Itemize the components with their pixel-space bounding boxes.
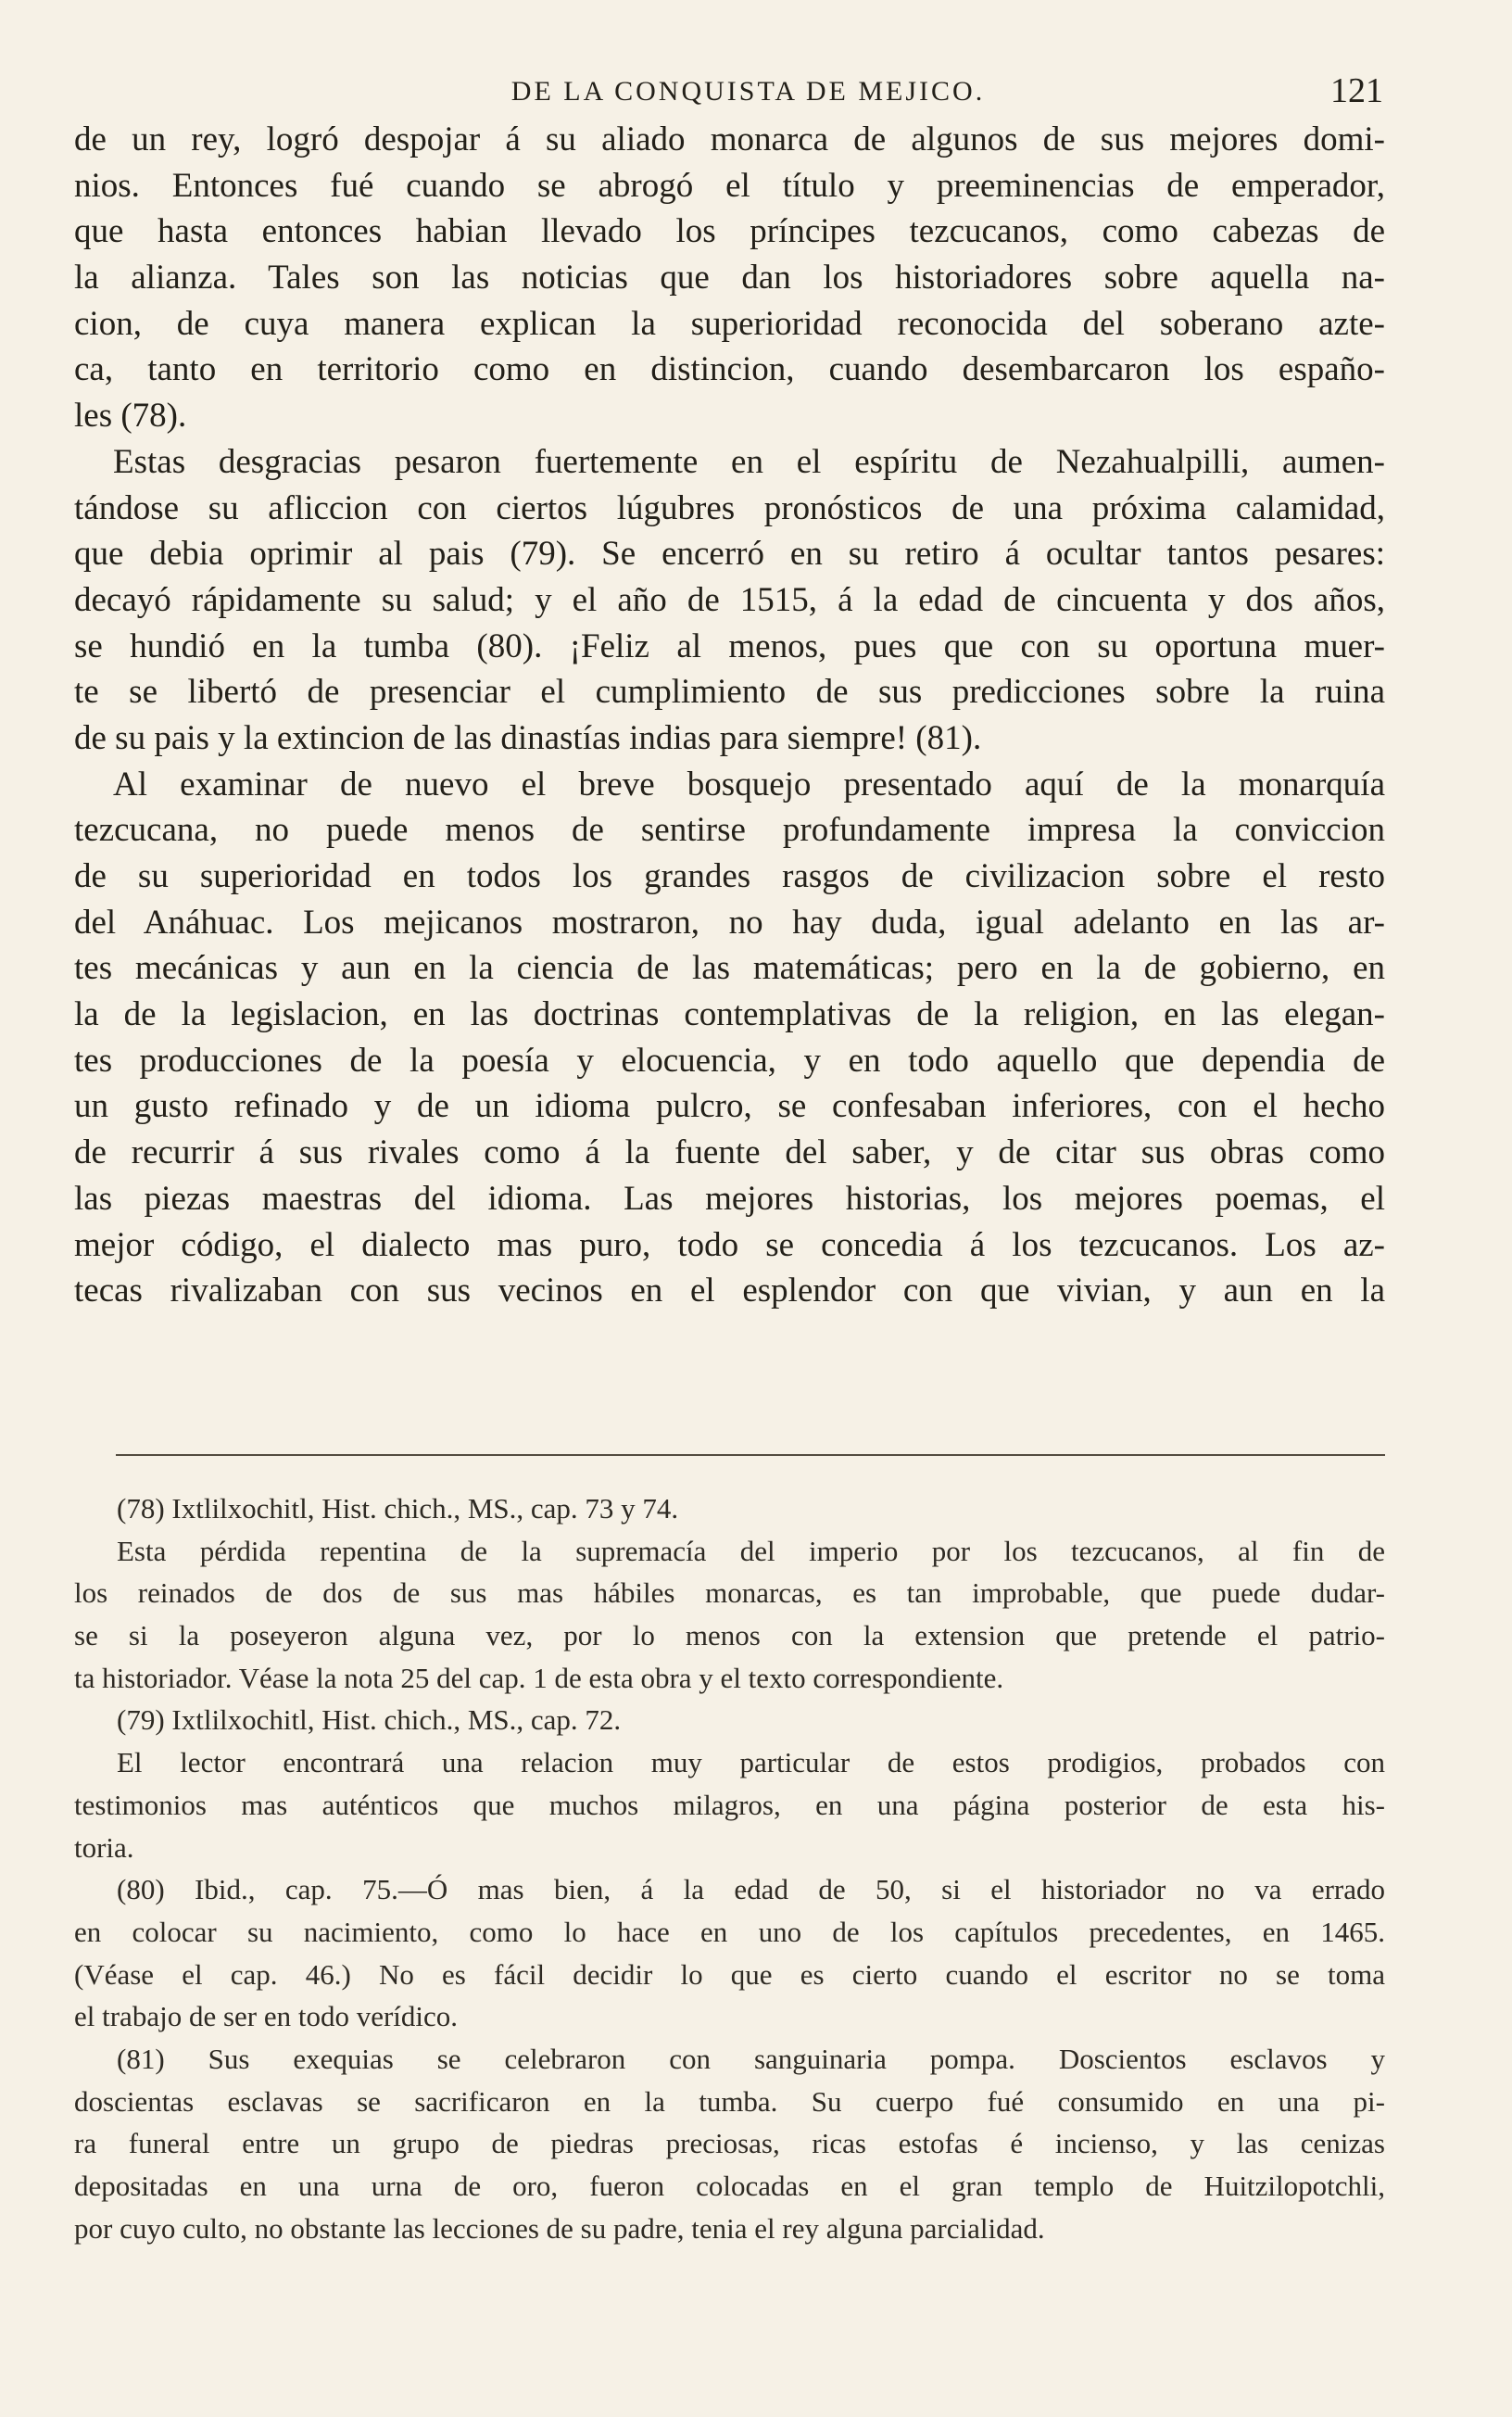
text-line: las piezas maestras del idioma. Las mejores historias, los mejores poemas, el bbox=[74, 1179, 1385, 1218]
footnote-line: ta historiador. Véase la nota 25 del cap. 1 de esta obra y el texto correspondiente. bbox=[74, 1661, 1004, 1694]
footnotes bbox=[74, 1487, 1385, 2249]
footnote-line: Esta pérdida repentina de la supremacía del imperio por los tezcucanos, al fin de bbox=[117, 1534, 1385, 1567]
main-text bbox=[74, 117, 1385, 1314]
text-line: Estas desgracias pesaron fuertemente en el espíritu de Nezahualpilli, aumen- bbox=[113, 442, 1385, 481]
footnote-line: depositadas en una urna de oro, fueron colocadas en el gran templo de Huitzilopotchli, bbox=[74, 2170, 1385, 2202]
text-line: Al examinar de nuevo el breve bosquejo presentado aquí de la monarquía bbox=[113, 765, 1385, 804]
footnote-line: el trabajo de ser en todo verídico. bbox=[74, 2000, 459, 2033]
text-line: cion, de cuya manera explican la superioridad reconocida del soberano azte- bbox=[74, 304, 1385, 343]
text-line: que debia oprimir al pais (79). Se encerró en su retiro á ocultar tantos pesares: bbox=[74, 535, 1385, 574]
footnote-line: (79) Ixtlilxochitl, Hist. chich., MS., cap. 72. bbox=[117, 1703, 622, 1737]
text-line: mejor código, el dialecto mas puro, todo se concedia á los tezcucanos. Los az- bbox=[74, 1225, 1385, 1264]
text-line: les (78). bbox=[74, 397, 187, 436]
text-line: ca, tanto en territorio como en distincion, cuando desembarcaron los españo- bbox=[74, 350, 1385, 389]
page-number: 121 bbox=[1330, 71, 1383, 110]
text-line: de un rey, logró despojar á su aliado monarca de algunos de sus mejores domi- bbox=[74, 120, 1385, 158]
text-line: la alianza. Tales son las noticias que dan los historiadores sobre aquella na- bbox=[74, 259, 1385, 297]
footnote-line: los reinados de dos de sus mas hábiles monarcas, es tan improbable, que puede dudar- bbox=[74, 1576, 1385, 1610]
page-header bbox=[102, 71, 1394, 122]
text-line: de recurrir á sus rivales como á la fuente del saber, y de citar sus obras como bbox=[74, 1133, 1385, 1172]
text-line: decayó rápidamente su salud; y el año de 1515, á la edad de cincuenta y dos años, bbox=[74, 580, 1385, 619]
footnote-line: por cuyo culto, no obstante las lecciones de su padre, tenia el rey alguna parcialidad. bbox=[74, 2211, 1045, 2245]
footnote-divider bbox=[116, 1454, 1385, 1456]
footnote-line: doscientas esclavas se sacrificaron en la tumba. Su cuerpo fué consumido en una pi- bbox=[74, 2084, 1385, 2118]
footnote-line: testimonios mas auténticos que muchos milagros, en una página posterior de esta his- bbox=[74, 1788, 1385, 1821]
running-title: DE LA CONQUISTA DE MEJICO. bbox=[510, 76, 986, 107]
text-line: de su superioridad en todos los grandes rasgos de civilizacion sobre el resto bbox=[74, 857, 1385, 895]
footnote-line: El lector encontrará una relacion muy particular de estos prodigios, probados con bbox=[117, 1746, 1385, 1779]
text-line: nios. Entonces fué cuando se abrogó el título y preeminencias de emperador, bbox=[74, 166, 1385, 205]
text-line: la de la legislacion, en las doctrinas contemplativas de la religion, en las elegan- bbox=[74, 995, 1385, 1034]
text-line: tes mecánicas y aun en la ciencia de las matemáticas; pero en la de gobierno, en bbox=[74, 949, 1385, 988]
footnote-line: (81) Sus exequias se celebraron con sanguinaria pompa. Doscientos esclavos y bbox=[117, 2042, 1385, 2075]
text-line: un gusto refinado y de un idioma pulcro, se confesaban inferiores, con el hecho bbox=[74, 1087, 1385, 1126]
footnote-line: (80) Ibid., cap. 75.—Ó mas bien, á la edad de 50, si el historiador no va errado bbox=[117, 1873, 1385, 1906]
text-line: del Anáhuac. Los mejicanos mostraron, no hay duda, igual adelanto en las ar- bbox=[74, 903, 1385, 942]
text-line: tes producciones de la poesía y elocuencia, y en todo aquello que dependia de bbox=[74, 1041, 1385, 1080]
footnote-line: (Véase el cap. 46.) No es fácil decidir lo que es cierto cuando el escritor no se toma bbox=[74, 1957, 1385, 1991]
text-line: tecas rivalizaban con sus vecinos en el esplendor con que vivian, y aun en la bbox=[74, 1272, 1385, 1310]
footnote-line: se si la poseyeron alguna vez, por lo menos con la extension que pretende el patrio- bbox=[74, 1619, 1385, 1652]
text-line: tándose su afliccion con ciertos lúgubres pronósticos de una próxima calamidad, bbox=[74, 488, 1385, 527]
footnote-line: ra funeral entre un grupo de piedras preciosas, ricas estofas é incienso, y las cenizas bbox=[74, 2127, 1385, 2160]
footnote-line: en colocar su nacimiento, como lo hace en uno de los capítulos precedentes, en 1465. bbox=[74, 1915, 1385, 1948]
text-line: te se libertó de presenciar el cumplimiento de sus predicciones sobre la ruina bbox=[74, 673, 1385, 712]
footnote-line: toria. bbox=[74, 1830, 134, 1864]
text-line: de su pais y la extincion de las dinastías indias para siempre! (81). bbox=[74, 718, 982, 757]
text-line: que hasta entonces habian llevado los príncipes tezcucanos, como cabezas de bbox=[74, 212, 1385, 251]
text-line: tezcucana, no puede menos de sentirse profundamente impresa la conviccion bbox=[74, 811, 1385, 850]
text-line: se hundió en la tumba (80). ¡Feliz al menos, pues que con su oportuna muer- bbox=[74, 626, 1385, 665]
footnote-line: (78) Ixtlilxochitl, Hist. chich., MS., cap. 73 y 74. bbox=[117, 1492, 679, 1525]
